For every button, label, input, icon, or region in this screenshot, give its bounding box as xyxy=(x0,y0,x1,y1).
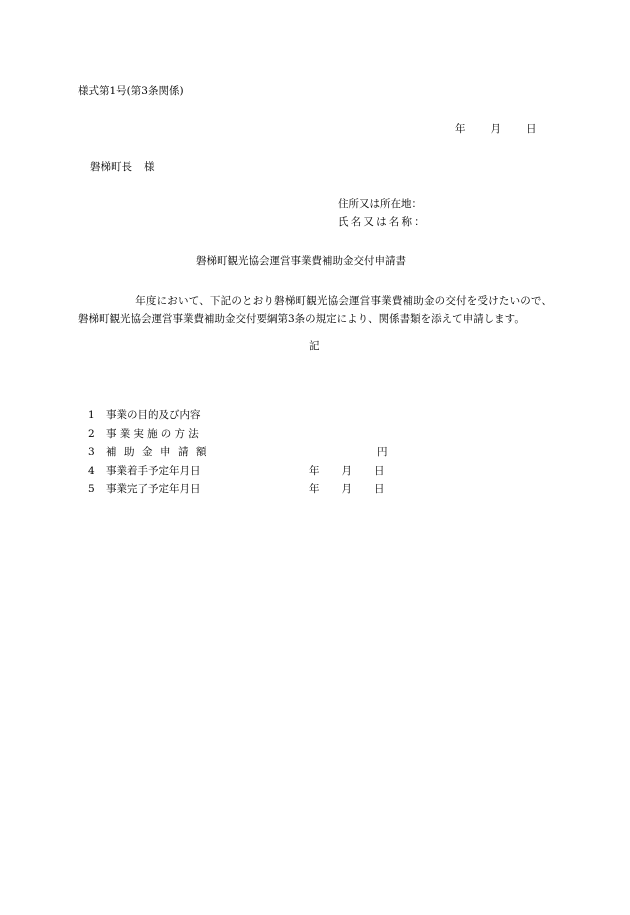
recipient xyxy=(90,162,155,173)
item-date-month: 月 xyxy=(341,464,352,477)
recipient-name: 磐梯町長 xyxy=(90,161,132,173)
body-paragraph xyxy=(78,292,552,328)
list-item xyxy=(88,443,418,462)
item-date-year: 年 xyxy=(309,483,320,495)
date-month-label: 月 xyxy=(490,123,501,135)
recipient-honorific: 様 xyxy=(144,161,155,173)
item-number: 4 xyxy=(88,464,95,477)
item-number: 3 xyxy=(88,446,95,458)
item-label: 事業完了予定年月日 xyxy=(106,483,201,495)
item-date xyxy=(309,480,385,499)
item-date-day: 日 xyxy=(374,464,385,477)
item-list xyxy=(88,406,418,499)
date-line xyxy=(455,124,537,135)
ki-heading: 記 xyxy=(309,340,320,352)
item-date xyxy=(309,462,385,481)
list-item xyxy=(88,425,418,444)
item-number: 5 xyxy=(88,483,95,495)
item-label: 補助金申請額 xyxy=(106,446,214,458)
form-number: 様式第1号(第3条関係) xyxy=(78,85,184,97)
list-item xyxy=(88,462,418,481)
item-date-day: 日 xyxy=(374,483,385,495)
item-date-month: 月 xyxy=(341,483,352,495)
applicant-address-label: 住所又は所在地： xyxy=(338,198,422,210)
document-title: 磐梯町観光協会運営事業費補助金交付申請書 xyxy=(196,255,406,267)
item-label: 事業実施の方法 xyxy=(106,427,202,440)
date-year-label: 年 xyxy=(455,123,466,135)
item-unit-yen: 円 xyxy=(377,446,388,458)
applicant-name-label: 氏名又は名称： xyxy=(338,216,427,228)
item-number: 2 xyxy=(88,427,95,440)
list-item xyxy=(88,480,418,499)
body-text: 年度において、下記のとおり磐梯町観光協会運営事業費補助金の交付を受けたいので、磐梯町観光協会運営事業費補助金交付要綱第3条の規定により、関係書類を添えて申請します。 xyxy=(78,295,552,325)
list-item xyxy=(88,406,418,425)
date-day-label: 日 xyxy=(526,123,537,135)
item-label: 事業の目的及び内容 xyxy=(106,409,201,421)
item-number: 1 xyxy=(88,409,95,421)
item-label: 事業着手予定年月日 xyxy=(106,464,201,477)
item-date-year: 年 xyxy=(309,464,320,477)
